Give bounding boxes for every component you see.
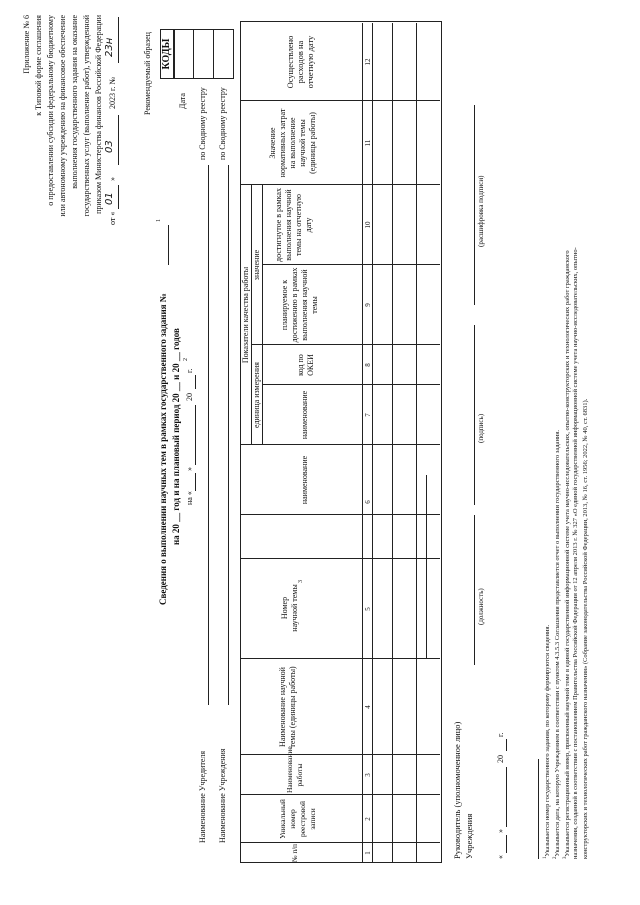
date-year: 2023 г. № (108, 76, 117, 109)
col-num-8: 8 (364, 363, 372, 367)
appendix-line: к Типовой форме соглашения (34, 15, 43, 116)
signature-head: Руководитель (уполномоченное лицо) (452, 721, 462, 859)
footnote-sup: 2 (553, 856, 558, 859)
codes-date-label: Дата (178, 93, 187, 109)
footnote-text: Указывается дата, на которую Учреждением в соответствии с пунктом 4.3.5.3 Соглашения представляется отчет о выполнении государственного задания. (554, 429, 562, 857)
codes-header: КОДЫ (160, 29, 174, 79)
th-work: Наименование работы (285, 746, 304, 793)
appendix-line: или автономному учреждению на финансовое обеспечение (58, 15, 67, 217)
footnote-text: Указывается регистрационный номер, присвоенный научной теме в единой государственной информационной системе учета научно-исследовательских, опытно-конструкторских и технологических работ гражданского (564, 250, 572, 857)
sigdate-mid: » (496, 829, 505, 833)
col-num-2: 2 (364, 817, 372, 821)
col-num-4: 4 (364, 705, 372, 709)
date-day: 01 (104, 192, 115, 205)
footnote-text: Указывается номер государственного задания, по которому формируются сведения. (544, 624, 552, 857)
codes-registry-1: по Сводному реестру (198, 87, 207, 160)
col-num-1: 1 (364, 851, 372, 855)
title-sup-2: 2 (183, 358, 189, 361)
th-value: значение (252, 249, 261, 281)
footnote-3-cont: конструкторских и технологических работ гражданского назначения» (Собрание законодательства Российской Федерации, 2013, № 16, ст. 1956; 2022, № 40, ст. 6831). (582, 398, 589, 859)
footnote-1 (542, 625, 552, 859)
footnote-2 (552, 430, 562, 859)
appendix-line: выполнения государственного задания на оказание (70, 15, 79, 189)
th-topic-no (280, 565, 320, 653)
col-num-5: 5 (364, 607, 372, 611)
signature-institution: Учреждения (464, 813, 474, 859)
th-unit: единица измерения (252, 362, 261, 428)
institution-label: Наименование Учреждения (218, 748, 227, 843)
th-norm: Значение нормативных затрат на выполнение научной темы (единицы работы) (268, 108, 317, 178)
report-title: Сведения о выполнении научных тем в рамках государственного задания № (158, 293, 168, 605)
codes-registry-2: по Сводному реестру (218, 87, 227, 160)
col-num-11: 11 (364, 139, 372, 147)
th-quality: Показатели качества работы (241, 266, 250, 364)
asof-suffix: г. (185, 368, 194, 373)
date-mid: » (108, 177, 117, 181)
th-topic-no-text: Номер научной темы (280, 584, 299, 632)
asof-mid: » (185, 467, 194, 471)
appendix-number: Приложение № 6 (22, 15, 31, 74)
table-row-divider (392, 23, 393, 863)
th-spent: Осуществлено расходов на отчетную дату (285, 35, 315, 89)
col-num-9: 9 (364, 303, 372, 307)
th-topic: Наименование научной темы (единицы работы) (278, 666, 297, 748)
founder-label: Наименование Учредителя (198, 750, 207, 843)
appendix-line: о предоставлении субсидии федеральному бюджетному (46, 15, 55, 206)
signature-sign: (подпись) (477, 413, 485, 443)
th-topic-no-sup: 3 (298, 580, 304, 583)
th-achieved: достигнутое в рамках выполнения научной темы на отчетную дату (274, 188, 313, 262)
th-registry: Уникальный номер реестровой записи (278, 799, 317, 839)
date-prefix: от « (108, 211, 117, 225)
col-num-3: 3 (364, 773, 372, 777)
col-num-7: 7 (364, 413, 372, 417)
sample-label: Рекомендуемый образец (143, 32, 152, 115)
th-planned: планируемое к достижению в рамках выполнения научной темы (280, 267, 319, 343)
appendix-date-line (104, 15, 118, 265)
codes-box (174, 29, 234, 79)
sigdate-open: « (496, 855, 505, 859)
asof-prefix: на « (185, 491, 194, 505)
th-okei: код по ОКЕИ (296, 354, 315, 376)
col-num-6: 6 (364, 500, 372, 504)
col-num-10: 10 (364, 221, 372, 229)
appendix-line: государственных услуг (выполнение работ), утвержденной (82, 15, 91, 217)
sigdate-year: 20 (496, 755, 505, 763)
date-month: 03 (104, 140, 115, 153)
footnote-sup: 1 (543, 856, 548, 859)
footnote-3 (562, 250, 572, 859)
sigdate-suffix: г. (496, 732, 505, 737)
th-unit-name: наименование (300, 390, 309, 440)
table-row-divider (416, 23, 417, 863)
signature-date (494, 699, 508, 859)
order-number: 23н (104, 37, 115, 57)
asof-year: 20 (185, 393, 194, 401)
as-of-date (183, 305, 197, 505)
col-num-12: 12 (364, 58, 372, 66)
signature-decode: (расшифровка подписи) (477, 175, 485, 247)
signature-position: (должность) (477, 588, 485, 625)
footnote-sup: 3 (563, 856, 568, 859)
appendix-block (22, 15, 132, 405)
th-quality-name: наименование (300, 455, 309, 505)
footnote-rule (538, 759, 539, 859)
report-subtitle: на 20 __ год и на плановый период 20 __ и 20 __ годов (171, 328, 181, 545)
footnote-3-cont: назначения, созданной в соответствии с постановлением Правительства Российской Федерации от 12 апреля 2013 г. № 327 «О единой государственной информационной системе учета научно-исследовательских, опытно- (572, 247, 579, 859)
topics-table (240, 23, 440, 863)
appendix-line: приказом Министерства финансов Российской Федерации (94, 15, 103, 214)
th-num: № п/п (291, 844, 299, 862)
footnotes (542, 19, 622, 859)
title-sup-1: 1 (156, 219, 162, 222)
